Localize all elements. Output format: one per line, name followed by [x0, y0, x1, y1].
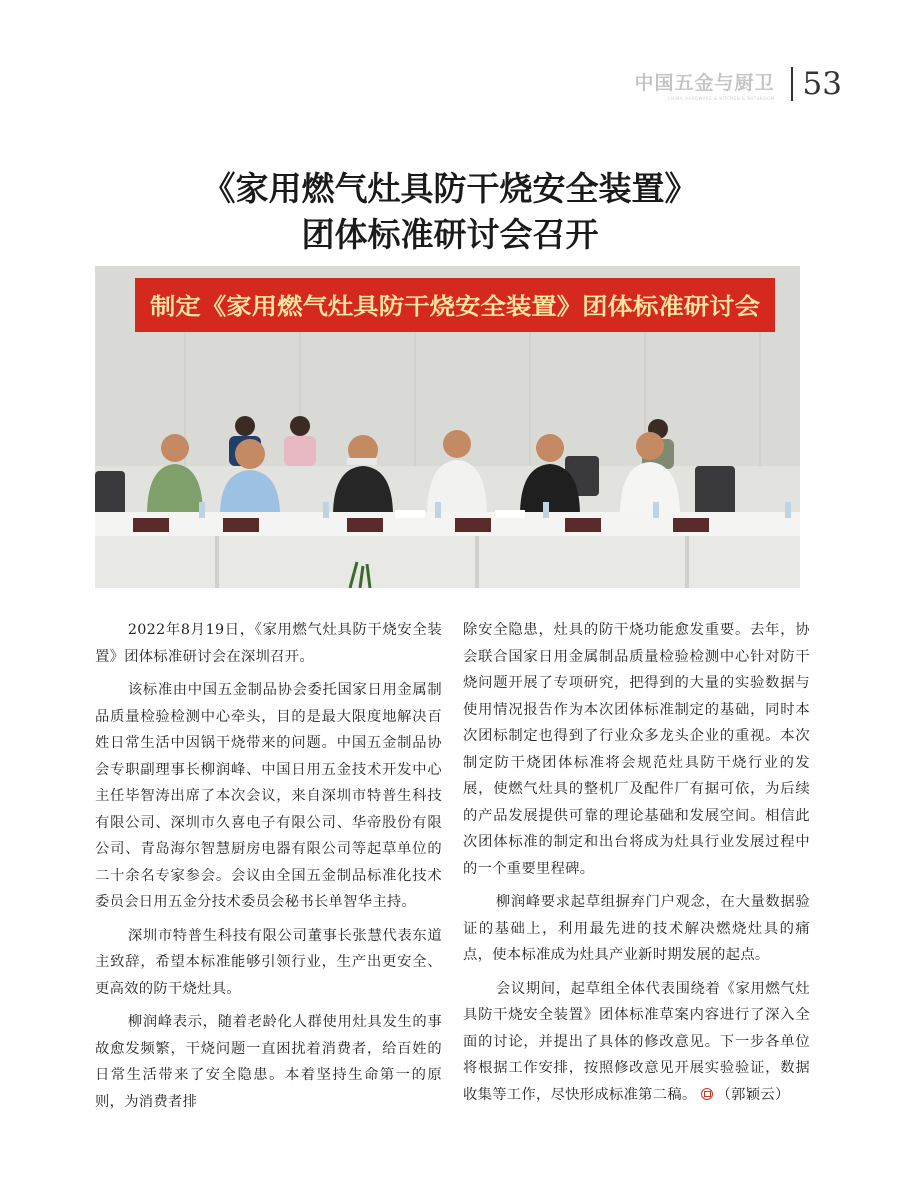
article-paragraph: 2022年8月19日，《家用燃气灶具防干烧安全装置》团体标准研讨会在深圳召开。 [95, 622, 442, 665]
header-divider [791, 67, 793, 101]
article-paragraph: 该标准由中国五金制品协会委托国家日用金属制品质量检验检测中心牵头，目的是最大限度地解决百姓日常生活中因锅干烧带来的问题。中国五金制品协会专职副理事长柳润峰、中国日用五金技术开发中心主任毕智涛出席了本次会议，来自深圳市特普生科技有限公司、深圳市久喜电子有限公司、华帝股份有限公司、青岛海尔智慧厨房电器有限公司等起草单位的二十余名专家参会。会议由全国五金制品标准化技术委员会日用五金分技术委员会秘书长单智华主持。 [95, 682, 442, 910]
photo-banner-text: 制定《家用燃气灶具防干烧安全装置》团体标准研讨会 [150, 294, 702, 320]
magazine-logo [635, 68, 775, 101]
page-header [635, 62, 842, 106]
article-right-column [463, 617, 810, 1122]
meeting-photo [95, 266, 800, 588]
article-body [95, 617, 810, 1122]
article-title [0, 166, 900, 258]
page-number: 53 [802, 66, 842, 102]
article-paragraph-text: 会议期间，起草组全体代表围绕着《家用燃气灶具防干烧安全装置》团体标准草案内容进行了深入全面的讨论，并提出了具体的修改意见。下一步各单位将根据工作安排，按照修改意见开展实验验证，数据收集等工作，尽快形成标准第二稿。 [463, 980, 810, 1103]
article-title-line-1: 《家用燃气灶具防干烧安全装置》 [202, 169, 698, 208]
magazine-logo-text: 中国五金与厨卫 [634, 71, 775, 94]
article-left-column [95, 617, 442, 1122]
end-mark-icon [701, 1088, 713, 1100]
magazine-logo-subtext: CHINA HARDWARE & KITCHEN & BATHROOM [667, 95, 775, 101]
article-paragraph: 柳润峰表示，随着老龄化人群使用灶具发生的事故愈发频繁，干烧问题一直困扰着消费者，给百姓的日常生活带来了安全隐患。本着坚持生命第一的原则，为消费者排 [95, 1014, 442, 1110]
article-author: （郭颖云） [716, 1086, 790, 1103]
article-paragraph: 深圳市特普生科技有限公司董事长张慧代表东道主致辞，希望本标准能够引领行业，生产出更安全、更高效的防干烧灶具。 [95, 927, 442, 997]
article-paragraph-final [463, 976, 810, 1109]
meeting-photo-illustration [95, 266, 800, 588]
article-paragraph-continued: 除安全隐患，灶具的防干烧功能愈发重要。去年，协会联合国家日用金属制品质量检验检测中心针对防干烧问题开展了专项研究，把得到的大量的实验数据与使用情况报告作为本次团体标准制定的基础，同时本次团标制定也得到了行业众多龙头企业的重视。本次制定防干烧团体标准将会规范灶具防干烧行业的发展，使燃气灶具的整机厂及配件厂有据可依，为后续的产品发展提供可靠的理论基础和发展空间。相信此次团体标准的制定和出台将成为灶具行业发展过程中的一个重要里程碑。 [463, 622, 810, 877]
article-paragraph: 柳润峰要求起草组摒弃门户观念，在大量数据验证的基础上，利用最先进的技术解决燃烧灶具的痛点，使本标准成为灶具产业新时期发展的起点。 [463, 894, 810, 963]
article-title-line-2: 团体标准研讨会召开 [301, 215, 599, 254]
